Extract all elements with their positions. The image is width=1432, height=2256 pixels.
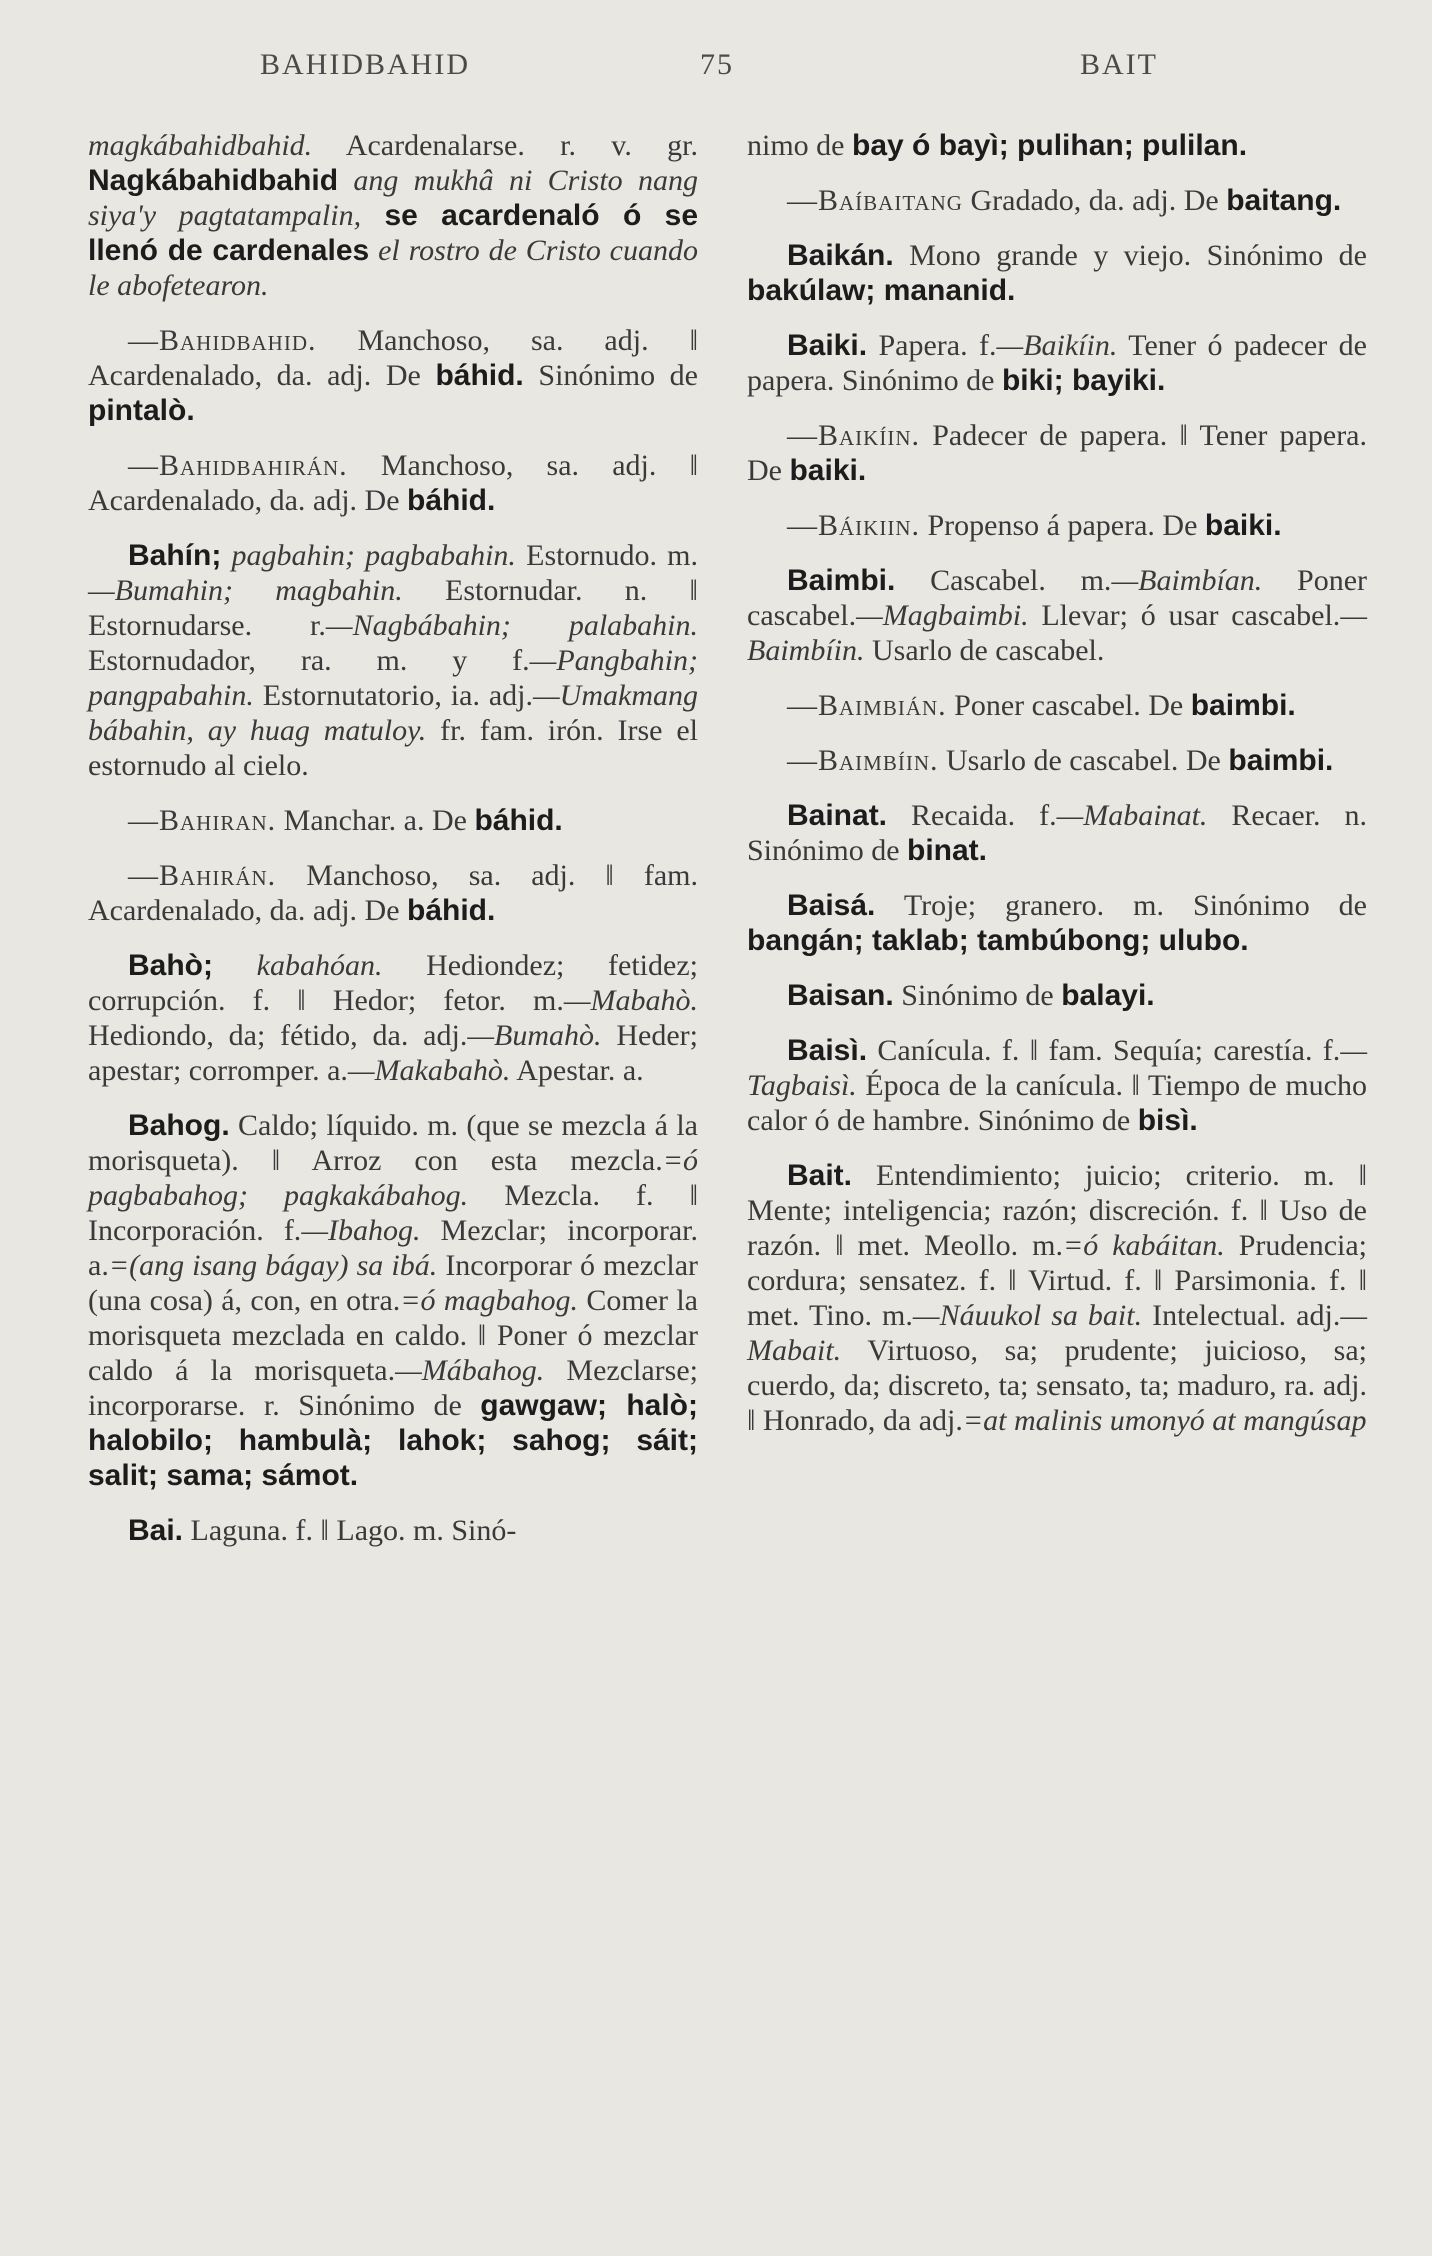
headword-text: baimbi. <box>1228 744 1334 777</box>
definition-text: Virtuoso, sa; prudente; juicioso, sa; cuerdo, da; discreto, ta; sensato, ta; maduro, ra. adj. ‖ Honrado, da adj. <box>747 1334 1367 1437</box>
example-text: —Magbaimbi. <box>856 599 1029 632</box>
headword-text: Baimbi. <box>787 564 896 597</box>
headword-text: baiki. <box>1204 509 1282 542</box>
headword-text: bisì. <box>1137 1104 1198 1137</box>
example-text: —Pangbahin; pangpabahin. <box>88 644 698 712</box>
example-text: magkábahidbahid. <box>88 129 313 162</box>
derived-headword: —Bahidbahid. <box>128 324 317 357</box>
example-text: —Mabait. <box>747 1299 1368 1367</box>
definition-text: Manchoso, sa. adj. ‖ Acardenalado, da. adj. De <box>88 324 698 392</box>
definition-text: fr. fam. irón. Irse el estornudo al cielo. <box>88 714 698 782</box>
definition-text: Estornudar. n. ‖ Estornudarse. r. <box>88 574 698 642</box>
example-text: —Bumahin; magbahin. <box>88 574 403 607</box>
definition-text: Gradado, da. adj. De <box>962 184 1227 217</box>
headword-text: Baisá. <box>787 889 876 922</box>
definition-text: Manchoso, sa. adj. ‖ fam. Acardenalado, da. adj. De <box>88 859 698 927</box>
definition-text: Mono grande y viejo. Sinónimo de <box>893 239 1367 272</box>
example-text: —Bumahò. <box>467 1019 602 1052</box>
definition-text: Incorporar ó mezclar (una cosa) á, con, en otra. <box>88 1249 699 1317</box>
example-text: —Baimbíin. <box>747 599 1367 667</box>
example-text: =ó pagbabahog; pagkakábahog. <box>88 1144 698 1212</box>
headword-text: baimbi. <box>1190 689 1296 722</box>
derived-headword: —Bahiran. <box>128 804 277 837</box>
dictionary-entry <box>88 858 698 928</box>
definition-text: Mezcla. f. ‖ Incorporación. f. <box>88 1179 698 1247</box>
dictionary-entry <box>88 448 698 518</box>
example-text: —Umakmang bábahin, ay huag matuloy. <box>88 679 698 747</box>
example-text: —Mabahò. <box>563 984 698 1017</box>
dictionary-entry <box>88 1108 698 1493</box>
headword-text: báhid. <box>407 484 496 517</box>
dictionary-entry <box>88 948 698 1088</box>
derived-headword: —Baimbíin. <box>787 744 939 777</box>
headword-text: báhid. <box>435 359 524 392</box>
definition-text: Estornudo. m. <box>515 539 698 572</box>
example-text: —Tagbaisì. <box>747 1034 1367 1102</box>
headword-text: Bahog. <box>128 1109 230 1142</box>
definition-text: Hediondez; fetidez; corrupción. f. ‖ Hedor; fetor. m. <box>88 949 698 1017</box>
definition-text: Mezclarse; incorporarse. r. Sinónimo de <box>88 1354 698 1422</box>
headword-text: bay ó bayì; pulihan; pulilan. <box>852 129 1248 162</box>
definition-text: nimo de <box>747 129 852 162</box>
dictionary-entry <box>747 183 1367 218</box>
definition-text: Heder; apestar; corromper. a. <box>88 1019 698 1087</box>
definition-text: Papera. f. <box>867 329 997 362</box>
derived-headword: —Baimbián. <box>787 689 947 722</box>
definition-text: Mezclar; incorporar. a. <box>88 1214 698 1282</box>
example-text: —Mábahog. <box>395 1354 545 1387</box>
headword-text: baiki. <box>789 454 867 487</box>
example-text: —Makabahò. <box>347 1054 511 1087</box>
definition-text: Época de la canícula. ‖ Tiempo de mucho calor ó de hambre. Sinónimo de <box>747 1069 1367 1137</box>
headword-text: báhid. <box>407 894 496 927</box>
definition-text: Tener ó padecer de papera. Sinónimo de <box>747 329 1367 397</box>
page-header <box>80 48 1372 98</box>
definition-text: Sinónimo de <box>893 979 1062 1012</box>
headword-text: Baiki. <box>787 329 868 362</box>
dictionary-entry <box>747 1158 1367 1438</box>
dictionary-entry <box>88 803 698 838</box>
definition-text: Estornutatorio, ia. adj. <box>253 679 533 712</box>
definition-text: Manchar. a. De <box>276 804 475 837</box>
dictionary-entry <box>88 1513 698 1548</box>
definition-text: Hediondo, da; fétido, da. adj. <box>88 1019 468 1052</box>
headword-text: Bahín; <box>128 539 222 572</box>
definition-text: Intelectual. adj. <box>1142 1299 1341 1332</box>
example-text: —Mabainat. <box>1056 799 1208 832</box>
dictionary-entry <box>747 418 1367 488</box>
dictionary-entry <box>747 688 1367 723</box>
headword-text: Bai. <box>128 1514 184 1547</box>
example-text: =(ang isang bágay) sa ibá. <box>108 1249 438 1282</box>
example-text: =at malinis umonyó at mangúsap <box>962 1404 1367 1437</box>
headword-text: pintalò. <box>88 394 195 427</box>
dictionary-entry <box>747 128 1367 163</box>
derived-headword: —Baíbaitang <box>787 184 963 217</box>
definition-text: Apestar. a. <box>510 1054 644 1087</box>
dictionary-entry <box>747 978 1367 1013</box>
definition-text: Usarlo de cascabel. <box>864 634 1105 667</box>
example-text: —Ibahog. <box>301 1214 421 1247</box>
definition-text: Estornudador, ra. m. y f. <box>88 644 530 677</box>
example-text: =ó kabáitan. <box>1062 1229 1225 1262</box>
headword-text: baitang. <box>1226 184 1342 217</box>
definition-text: Cascabel. m. <box>895 564 1112 597</box>
definition-text: Entendimiento; juicio; criterio. m. ‖ Mente; inteligencia; razón; discreción. f. ‖ Uso de razón. ‖ met. Meollo. m. <box>747 1159 1367 1262</box>
derived-headword: —Bahidbahirán. <box>128 449 348 482</box>
definition-text: Recaida. f. <box>887 799 1057 832</box>
headword-text: biki; bayiki. <box>1001 364 1166 397</box>
derived-headword: —Báikiin. <box>787 509 920 542</box>
derived-headword: —Bahirán. <box>128 859 277 892</box>
derived-headword: —Baikíin. <box>787 419 920 452</box>
definition-text: Troje; granero. m. Sinónimo de <box>875 889 1367 922</box>
dictionary-entry <box>88 128 698 303</box>
headword-text: Baikán. <box>787 239 894 272</box>
example-text: —Baimbían. <box>1111 564 1263 597</box>
headword-text: gawgaw; halò; halobilo; hambulà; lahok; sahog; sáit; salit; sama; sámot. <box>88 1389 698 1492</box>
definition-text: Laguna. f. ‖ Lago. m. Sinó- <box>183 1514 517 1547</box>
headword-text: Bainat. <box>787 799 888 832</box>
definition-text: Caldo; líquido. m. (que se mezcla á la morisqueta). ‖ Arroz con esta mezcla. <box>88 1109 698 1177</box>
dictionary-entry <box>88 538 698 783</box>
right-column <box>747 128 1367 1458</box>
headword-text: balayi. <box>1061 979 1155 1012</box>
example-text: el rostro de Cristo cuando le abofetearon. <box>88 234 698 302</box>
example-text: —Náuukol sa bait. <box>912 1299 1143 1332</box>
headword-text: Baisan. <box>787 979 894 1012</box>
headword-text: se acardenaló ó se llenó de cardenales <box>88 199 699 267</box>
example-text: =ó magbahog. <box>400 1284 579 1317</box>
definition-text: Sinónimo de <box>523 359 698 392</box>
example-text: —Nagbábahin; palabahin. <box>325 609 698 642</box>
definition-text: Comer la morisqueta mezclada en caldo. ‖ Poner ó mezclar caldo á la morisqueta. <box>88 1284 698 1387</box>
left-column <box>88 128 698 1568</box>
dictionary-entry <box>747 798 1367 868</box>
header-right-guideword: BAIT <box>1080 48 1158 81</box>
dictionary-entry <box>747 888 1367 958</box>
headword-text: Baisì. <box>787 1034 868 1067</box>
definition-text: Usarlo de cascabel. De <box>938 744 1229 777</box>
dictionary-entry <box>88 323 698 428</box>
definition-text: Llevar; ó usar cascabel. <box>1028 599 1341 632</box>
definition-text: Prudencia; cordura; sensatez. f. ‖ Virtud. f. ‖ Parsimonia. f. ‖ met. Tino. m. <box>747 1229 1367 1332</box>
example-text: pagbahin; pagbabahin. <box>221 539 516 572</box>
example-text: kabahóan. <box>213 949 383 982</box>
header-left-guideword: BAHIDBAHID <box>260 48 470 81</box>
headword-text: Bait. <box>787 1159 853 1192</box>
dictionary-entry <box>747 508 1367 543</box>
definition-text: Acardenalarse. r. v. gr. <box>312 129 698 162</box>
dictionary-entry <box>747 743 1367 778</box>
definition-text: Poner cascabel. De <box>946 689 1191 722</box>
dictionary-entry <box>747 1033 1367 1138</box>
headword-text: binat. <box>907 834 988 867</box>
dictionary-entry <box>747 238 1367 308</box>
definition-text: Recaer. n. Sinónimo de <box>747 799 1367 867</box>
example-text: ang mukhâ ni Cristo nang siya'y pagtatampalin, <box>88 164 698 232</box>
example-text: —Baikíin. <box>996 329 1118 362</box>
definition-text: Manchoso, sa. adj. ‖ Acardenalado, da. adj. De <box>88 449 698 517</box>
headword-text: Nagkábahidbahid <box>88 164 339 197</box>
headword-text: Bahò; <box>128 949 213 982</box>
definition-text: Padecer de papera. ‖ Tener papera. De <box>747 419 1367 487</box>
dictionary-entry <box>747 563 1367 668</box>
headword-text: bakúlaw; mananid. <box>747 274 1016 307</box>
headword-text: báhid. <box>474 804 563 837</box>
definition-text: Canícula. f. ‖ fam. Sequía; carestía. f. <box>867 1034 1341 1067</box>
definition-text: Poner cascabel. <box>747 564 1367 632</box>
dictionary-entry <box>747 328 1367 398</box>
definition-text: Propenso á papera. De <box>920 509 1205 542</box>
page-number: 75 <box>700 48 734 81</box>
headword-text: bangán; taklab; tambúbong; ulubo. <box>747 924 1249 957</box>
